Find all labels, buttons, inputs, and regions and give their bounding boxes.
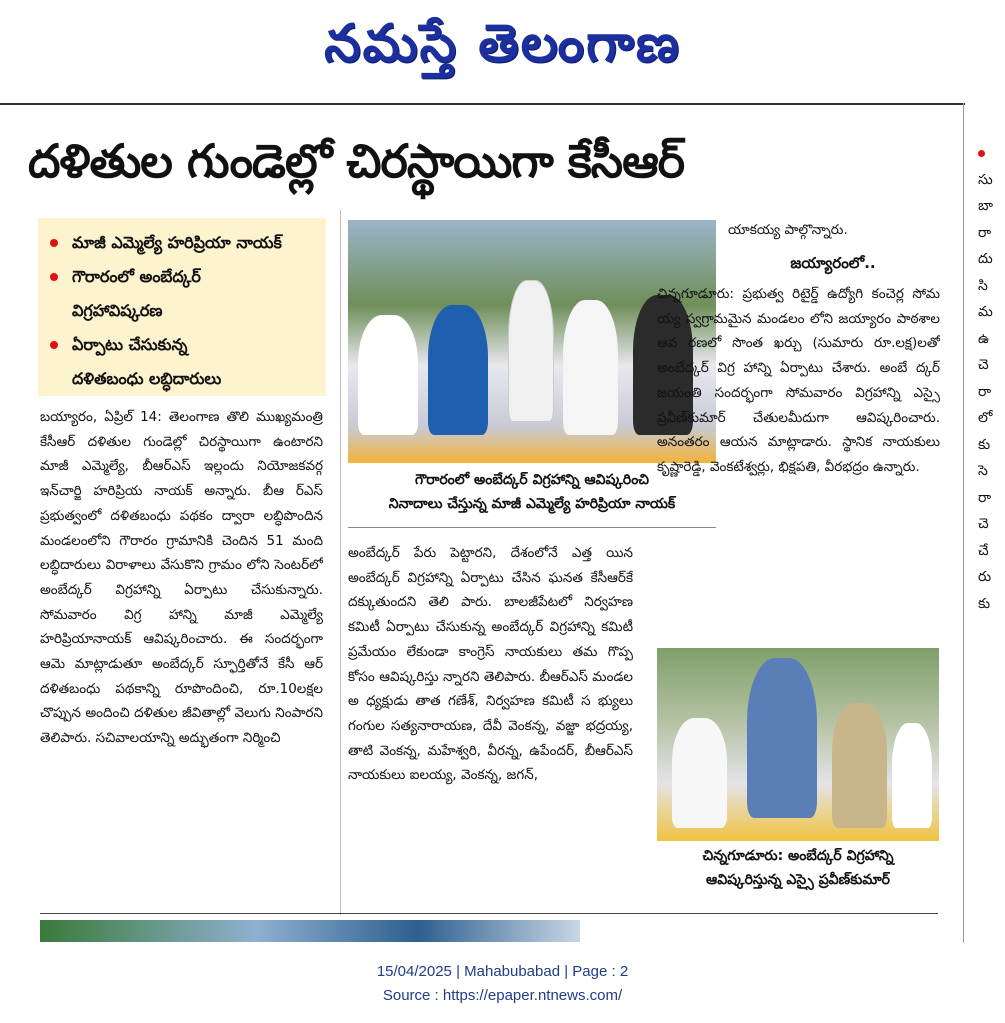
column-divider	[340, 210, 341, 915]
bullet-icon	[978, 150, 985, 157]
body-text: బయ్యారం, ఏప్రిల్ 14: తెలంగాణ తొలి ముఖ్యమంత్రి కేసీఆర్ దళితుల గుండెల్లో చిరస్థాయిగా ఉంటారని మాజీ ఎమ్మెల్యే, బీఆర్ఎస్ ఇల్లందు నియోజకవర్గ ఇన్‌చార్జి హరిప్రియ నాయక్ అన్నారు. బీఆ ర్ఎస్ ప్రభుత్వంలో దళితబంధు పథకం ద్వారా లబ్ధిపొందిన మండలంలోని గౌరారం గ్రామానికి చెందిన 51 మంది లబ్ధిదారులు విరాళాలు వేసుకొని గ్రామం లోని సెంటర్‌లో అంబేద్కర్ విగ్రహాన్ని ఏర్పాటు చేసుకున్నారు. సోమవారం విగ్ర హాన్ని మాజీ ఎమ్మెల్యే హరిప్రియానాయక్ ఆవిష్కరించారు. ఈ సందర్భంగా ఆమె మాట్లాడుతూ అంబేద్కర్ స్ఫూర్తితోనే కేసీ ఆర్ దళితబంధు పథకాన్ని రూపొందించి, రూ.10లక్షల చొప్పున అందించి దళితుల జీవితాల్లో వెలుగు నింపారని తెలిపారు. సచివాలయాన్ని అద్భుతంగా నిర్మించి	[40, 409, 323, 747]
article-headline: దళితుల గుండెల్లో చిరస్థాయిగా కేసీఆర్	[28, 134, 685, 188]
footer-date-edition: 15/04/2025 | Mahabubabad | Page : 2	[376, 963, 629, 980]
adjacent-article-column: సు బా రా దు సి మ ఉ చె రా లో కు సె రా చె చే రు కు	[978, 140, 1005, 940]
subheading: జయ్యారంలో..	[790, 254, 876, 272]
photo-chinnagudur-statue	[657, 648, 939, 841]
newspaper-title: నమస్తే తెలంగాణ	[324, 13, 681, 74]
next-article-photo	[40, 920, 580, 942]
adjacent-bullet	[978, 140, 1005, 167]
highlight-item-continuation: దళితబంధు లబ్ధిదారులు	[72, 369, 222, 388]
photo-caption-1: గౌరారంలో అంబేద్కర్ విగ్రహాన్ని ఆవిష్కరించి నినాదాలు చేస్తున్న మాజీ ఎమ్మెల్యే హరిప్రియా నాయక్	[388, 472, 676, 512]
article-bottom-divider	[40, 913, 938, 914]
body-text: చిన్నగూడూరు: ప్రభుత్వ రిటైర్డ్ ఉద్యోగి కంచెర్ల సోమ య్య స్వగ్రామమైన మండలం లోని జయ్యారం పాఠశాల ఆవ రణలో సొంత ఖర్చు (సుమారు రూ.లక్ష)లతో అంబేద్కర్ విగ్ర హాన్ని ఏర్పాటు చేశారు. అంబే ద్కర్ జయంతి సందర్భంగా సోమవారం విగ్రహాన్ని ఎస్సై ప్రవీణ్‌కుమార్ చేతులమీదుగా ఆవిష్కరించారు. అనంతరం ఆయన మాట్లాడారు. స్థానిక నాయకులు కృష్ణారెడ్డి, వెంకటేశ్వర్లు, భిక్షపతి, వీరభద్రం ఉన్నారు.	[657, 286, 940, 475]
highlight-item-continuation: విగ్రహావిష్కరణ	[72, 301, 163, 320]
highlights-box	[38, 218, 326, 396]
photo-caption-2: చిన్నగూడూరు: అంబేద్కర్ విగ్రహాన్ని ఆవిష్కరిస్తున్న ఎస్సై ప్రవీణ్‌కుమార్	[702, 848, 894, 888]
bullet-icon	[50, 273, 58, 281]
column-divider-right	[963, 103, 964, 943]
masthead-divider	[0, 103, 965, 105]
article-column-1	[40, 405, 323, 897]
article-column-2	[348, 541, 633, 913]
bullet-icon	[50, 341, 58, 349]
body-text: అంబేద్కర్ పేరు పెట్టారని, దేశంలోనే ఎత్త యిన అంబేద్కర్ విగ్రహాన్ని ఏర్పాటు చేసిన ఘనత కేసీఆర్‌కే దక్కుతుందని తెలి పారు. బాలజీపేటలో నిర్వహణ కమిటీ ఏర్పాటు చేసుకున్న అంబేద్కర్ విగ్రహాన్ని కమిటీ ప్రమేయం లేకుండా కాంగ్రెస్ నాయకులు తమ గొప్ప కోసం ఆవిష్కరిస్తు న్నారని తెలిపారు. బీఆర్ఎస్ మండల అ ధ్యక్షుడు తాత గణేశ్, నిర్వహణ కమిటీ స భ్యులు గంగుల సత్యనారాయణ, దేవీ వెంకన్న, వజ్జా భద్రయ్య, తాటి వెంకన్న, మహేశ్వరి, వీరన్న, ఉపేందర్, బీఆర్ఎస్ నాయకులు ఐలయ్య, వెంకన్న, జగన్,	[348, 545, 633, 784]
bullet-icon	[50, 239, 58, 247]
footer-source-link[interactable]: Source : https://epaper.ntnews.com/	[382, 987, 623, 1004]
highlight-item: గౌరారంలో అంబేద్కర్	[46, 260, 320, 294]
page-footer	[0, 960, 1005, 1008]
masthead	[0, 0, 1005, 100]
body-text: యాకయ్య పాల్గొన్నారు.	[728, 222, 848, 238]
highlight-item: ఏర్పాటు చేసుకున్న	[46, 328, 320, 362]
highlight-item: మాజీ ఎమ్మెల్యే హరిప్రియా నాయక్	[46, 226, 320, 260]
article-column-3	[657, 282, 940, 632]
